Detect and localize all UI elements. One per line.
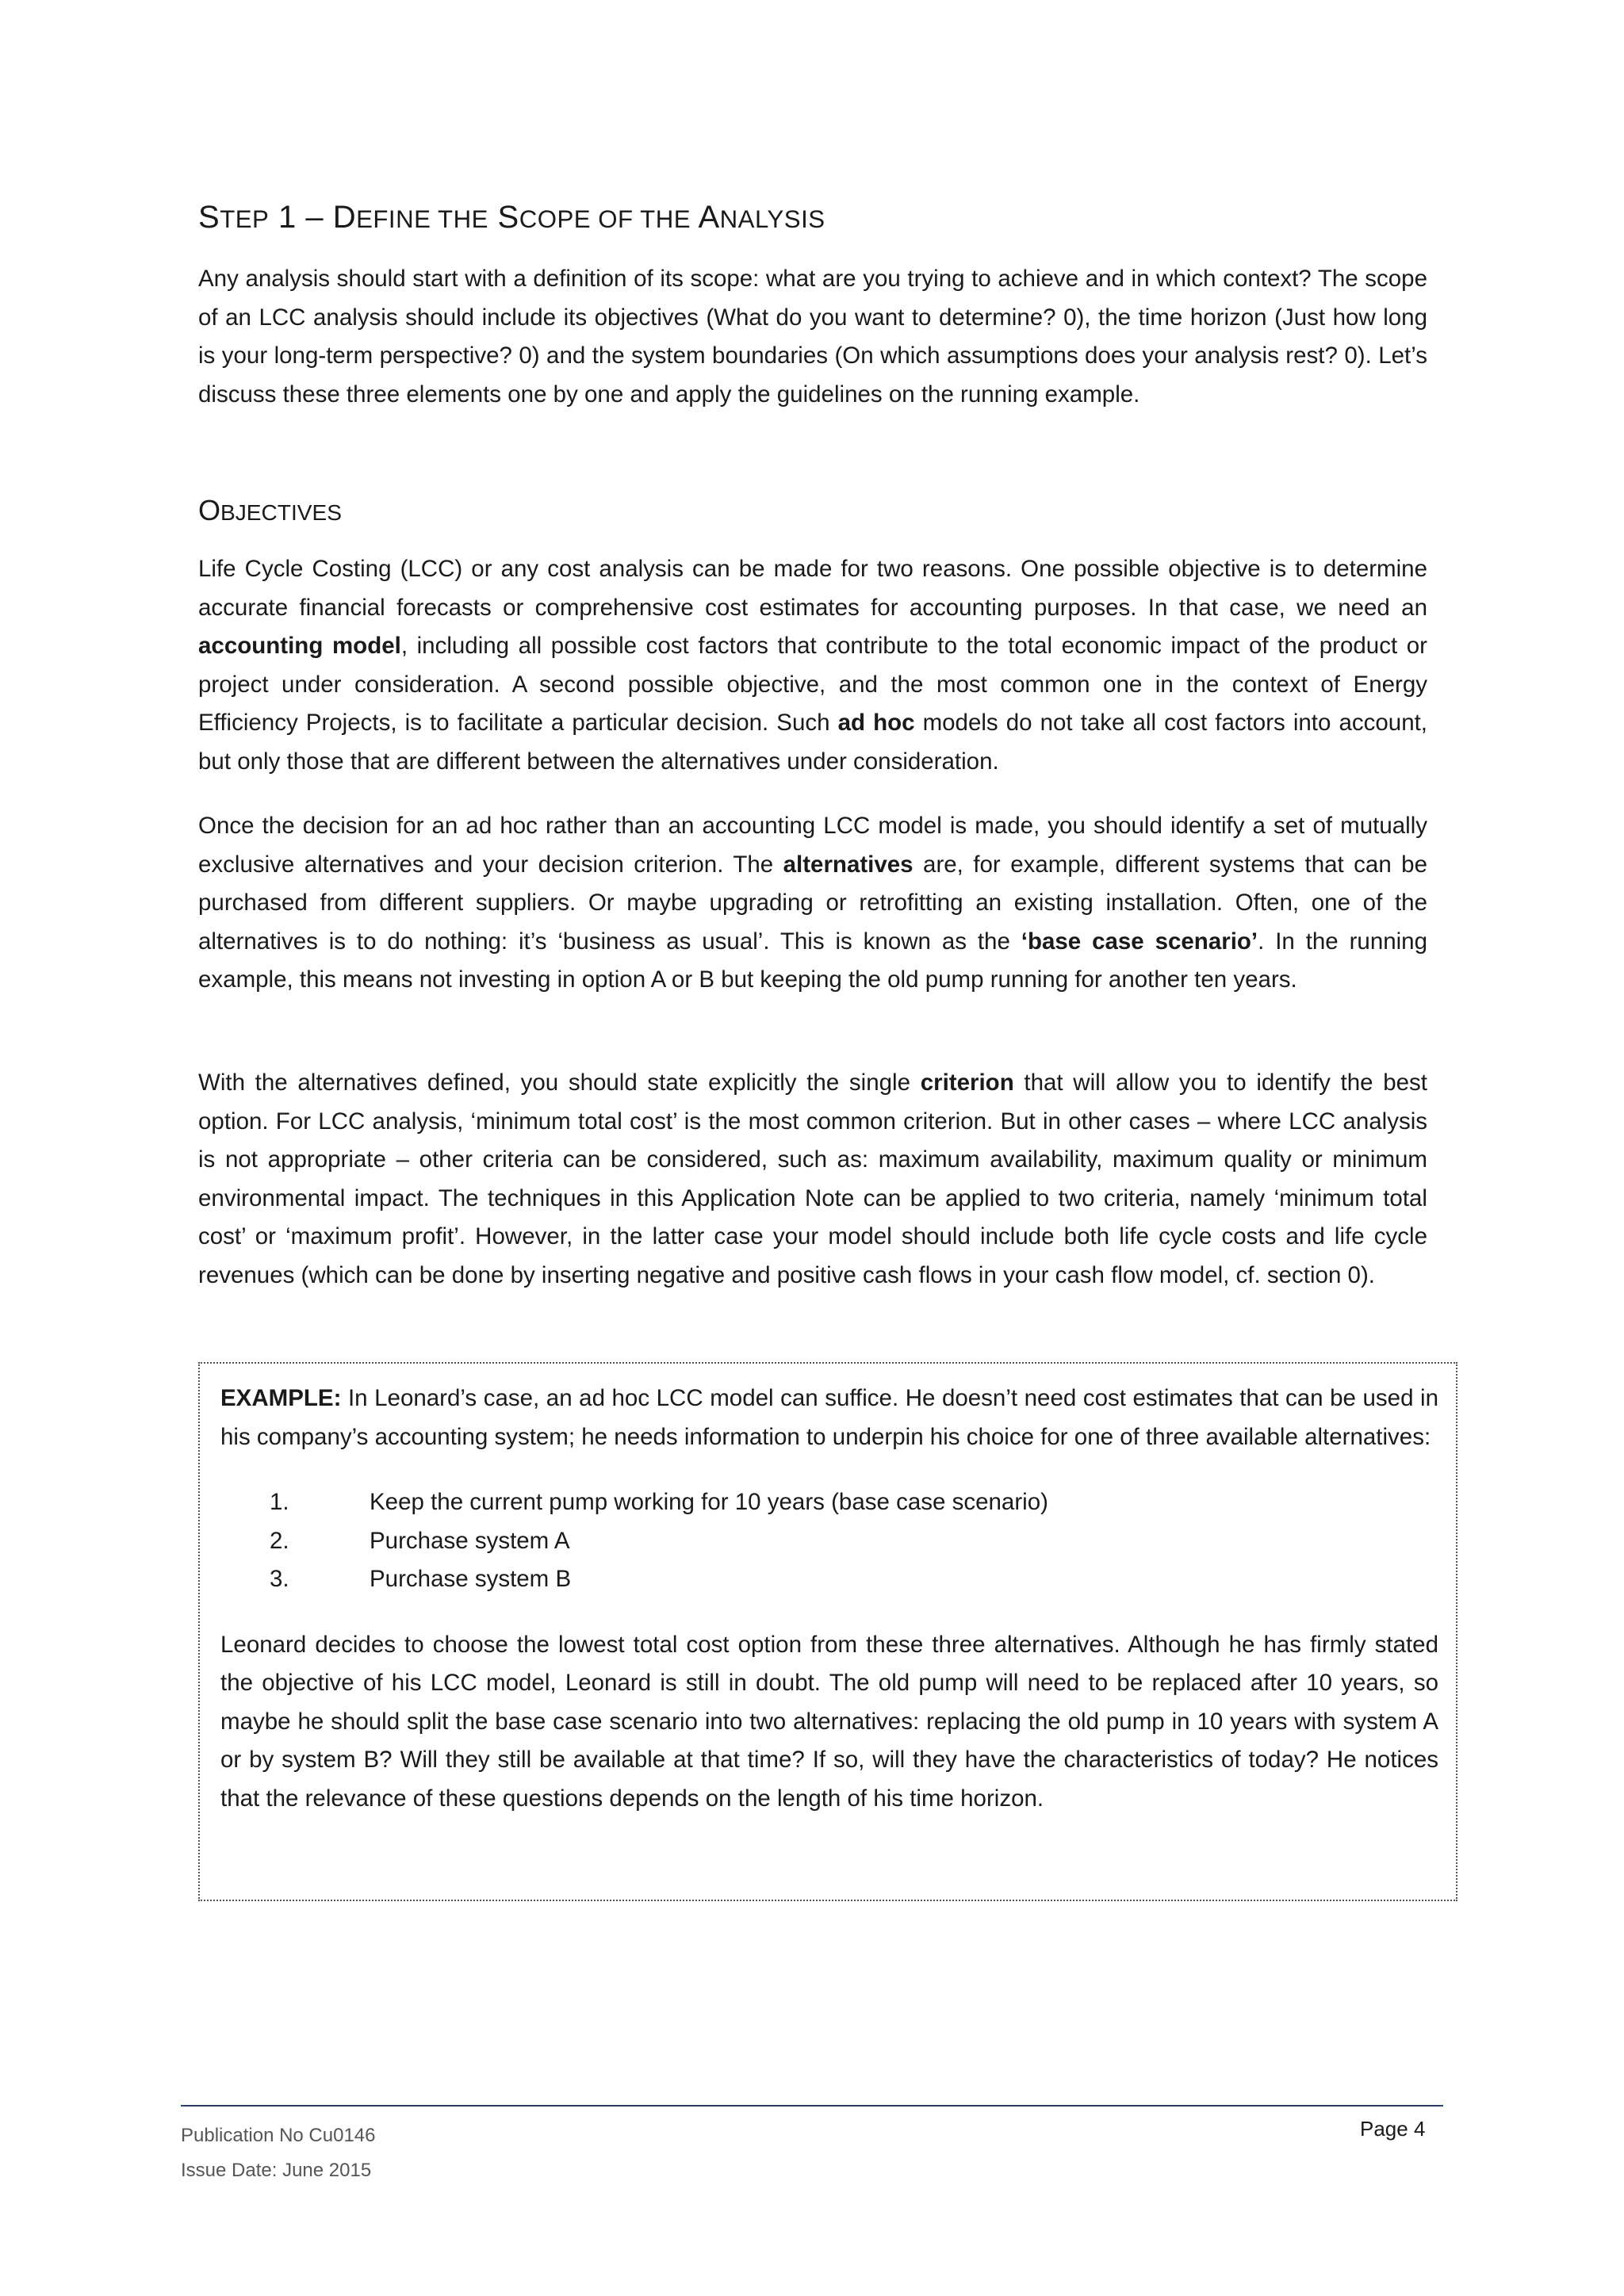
bold-term: accounting model bbox=[198, 633, 401, 659]
list-item bbox=[220, 1522, 1435, 1561]
page-number: Page 4 bbox=[1360, 2117, 1426, 2141]
text-run: With the alternatives defined, you should state explicitly the single bbox=[198, 1070, 921, 1096]
issue-date: Issue Date: June 2015 bbox=[181, 2160, 372, 2181]
text-run: , including all possible cost factors that contribute to the total economic impact of the product or project under consideration. A second possible objective, and the most common one in the context of Energy Efficiency Projects, is to facilitate a particular decision. Such bbox=[198, 633, 1427, 736]
list-item bbox=[220, 1483, 1435, 1522]
example-box bbox=[198, 1362, 1457, 1901]
list-text: Purchase system B bbox=[370, 1566, 572, 1592]
bold-term: ad hoc bbox=[837, 710, 915, 736]
subheading-part: O bbox=[198, 494, 221, 526]
heading-part: NALYSIS bbox=[719, 205, 825, 233]
footer-info bbox=[181, 2118, 376, 2188]
text-run: Life Cycle Costing (LCC) or any cost analysis can be made for two reasons. One possible objective is to determine accurate financial forecasts or comprehensive cost estimates for accounting purposes. In that case, we need an bbox=[198, 556, 1427, 621]
text-run: Once the decision for an ad hoc rather than an accounting LCC model is made, you should identify a set of mutually exclusive alternatives and your decision criterion. The bbox=[198, 813, 1427, 878]
section-heading bbox=[198, 201, 825, 233]
heading-part: D bbox=[332, 200, 357, 235]
example-intro bbox=[220, 1380, 1438, 1456]
objectives-paragraph-2 bbox=[198, 807, 1427, 1000]
publication-number: Publication No Cu0146 bbox=[181, 2125, 376, 2146]
subheading-part: BJECTIVES bbox=[220, 500, 342, 525]
list-number: 2. bbox=[270, 1527, 289, 1554]
list-number: 1. bbox=[270, 1489, 289, 1515]
list-text: Keep the current pump working for 10 years (base case scenario) bbox=[370, 1489, 1048, 1515]
heading-part: S bbox=[198, 200, 220, 235]
heading-part: EFINE THE bbox=[356, 205, 488, 233]
list-number: 3. bbox=[270, 1566, 289, 1592]
heading-part: S bbox=[497, 200, 519, 235]
text-run: models do not take all cost factors into account, but only those that are different between the alternatives under consideration. bbox=[198, 710, 1427, 775]
heading-part: COPE OF THE bbox=[519, 205, 691, 233]
text-run: In Leonard’s case, an ad hoc LCC model can suffice. He doesn’t need cost estimates that can be used in his company’s accounting system; he needs information to underpin his choice for one of three available alternatives: bbox=[220, 1385, 1438, 1450]
bold-term: criterion bbox=[920, 1070, 1014, 1096]
text-run: that will allow you to identify the best option. For LCC analysis, ‘minimum total cost’ is the most common criterion. But in other cases – where LCC analysis is not appropriate – other criteria can be considered, such as: maximum availability, maximum quality or minimum environmental impact. The techniques in this Application Note can be applied to two criteria, namely ‘minimum total cost’ or ‘maximum profit’. However, in the latter case your model should include both life cycle costs and life cycle revenues (which can be done by inserting negative and positive cash flows in your cash flow model, cf. section 0). bbox=[198, 1070, 1427, 1288]
heading-part: 1 – bbox=[269, 200, 333, 235]
subheading-objectives bbox=[198, 496, 342, 525]
heading-part: A bbox=[698, 200, 720, 235]
bold-term: alternatives bbox=[783, 851, 914, 878]
bold-term: ‘base case scenario’ bbox=[1021, 928, 1258, 955]
list-item bbox=[220, 1560, 1435, 1599]
text-run: are, for example, different systems that can be purchased from different suppliers. Or maybe upgrading or retrofitting an existing installation. Often, one of the alternatives is to do nothing: it’s ‘business as usual’. This is known as the bbox=[198, 851, 1427, 955]
alternatives-list bbox=[220, 1483, 1435, 1599]
example-label: EXAMPLE: bbox=[220, 1385, 342, 1411]
example-outro: Leonard decides to choose the lowest total cost option from these three alternatives. Although he has firmly stated the objective of his LCC model, Leonard is still in doubt. The old pump will need to be replaced after 10 years, so maybe he should split the base case scenario into two alternatives: replacing the old pump in 10 years with system A or by system B? Will they still be available at that time? If so, will they have the characteristics of today? He notices that the relevance of these questions depends on the length of his time horizon. bbox=[220, 1631, 1438, 1812]
intro-paragraph: Any analysis should start with a definition of its scope: what are you trying to achieve and in which context? The scope of an LCC analysis should include its objectives (What do you want to determine? 0), the time horizon (Just how long is your long-term perspective? 0) and the system boundaries (On which assumptions does your analysis rest? 0). Let’s discuss these three elements one by one and apply the guidelines on the running example. bbox=[198, 266, 1427, 408]
list-text: Purchase system A bbox=[370, 1527, 570, 1554]
objectives-paragraph-3 bbox=[198, 1064, 1427, 1295]
text-run: . In the running example, this means not investing in option A or B but keeping the old pump running for another ten years. bbox=[198, 928, 1427, 993]
objectives-paragraph-1 bbox=[198, 550, 1427, 781]
footer-divider bbox=[181, 2105, 1443, 2107]
heading-part: TEP bbox=[220, 205, 270, 233]
